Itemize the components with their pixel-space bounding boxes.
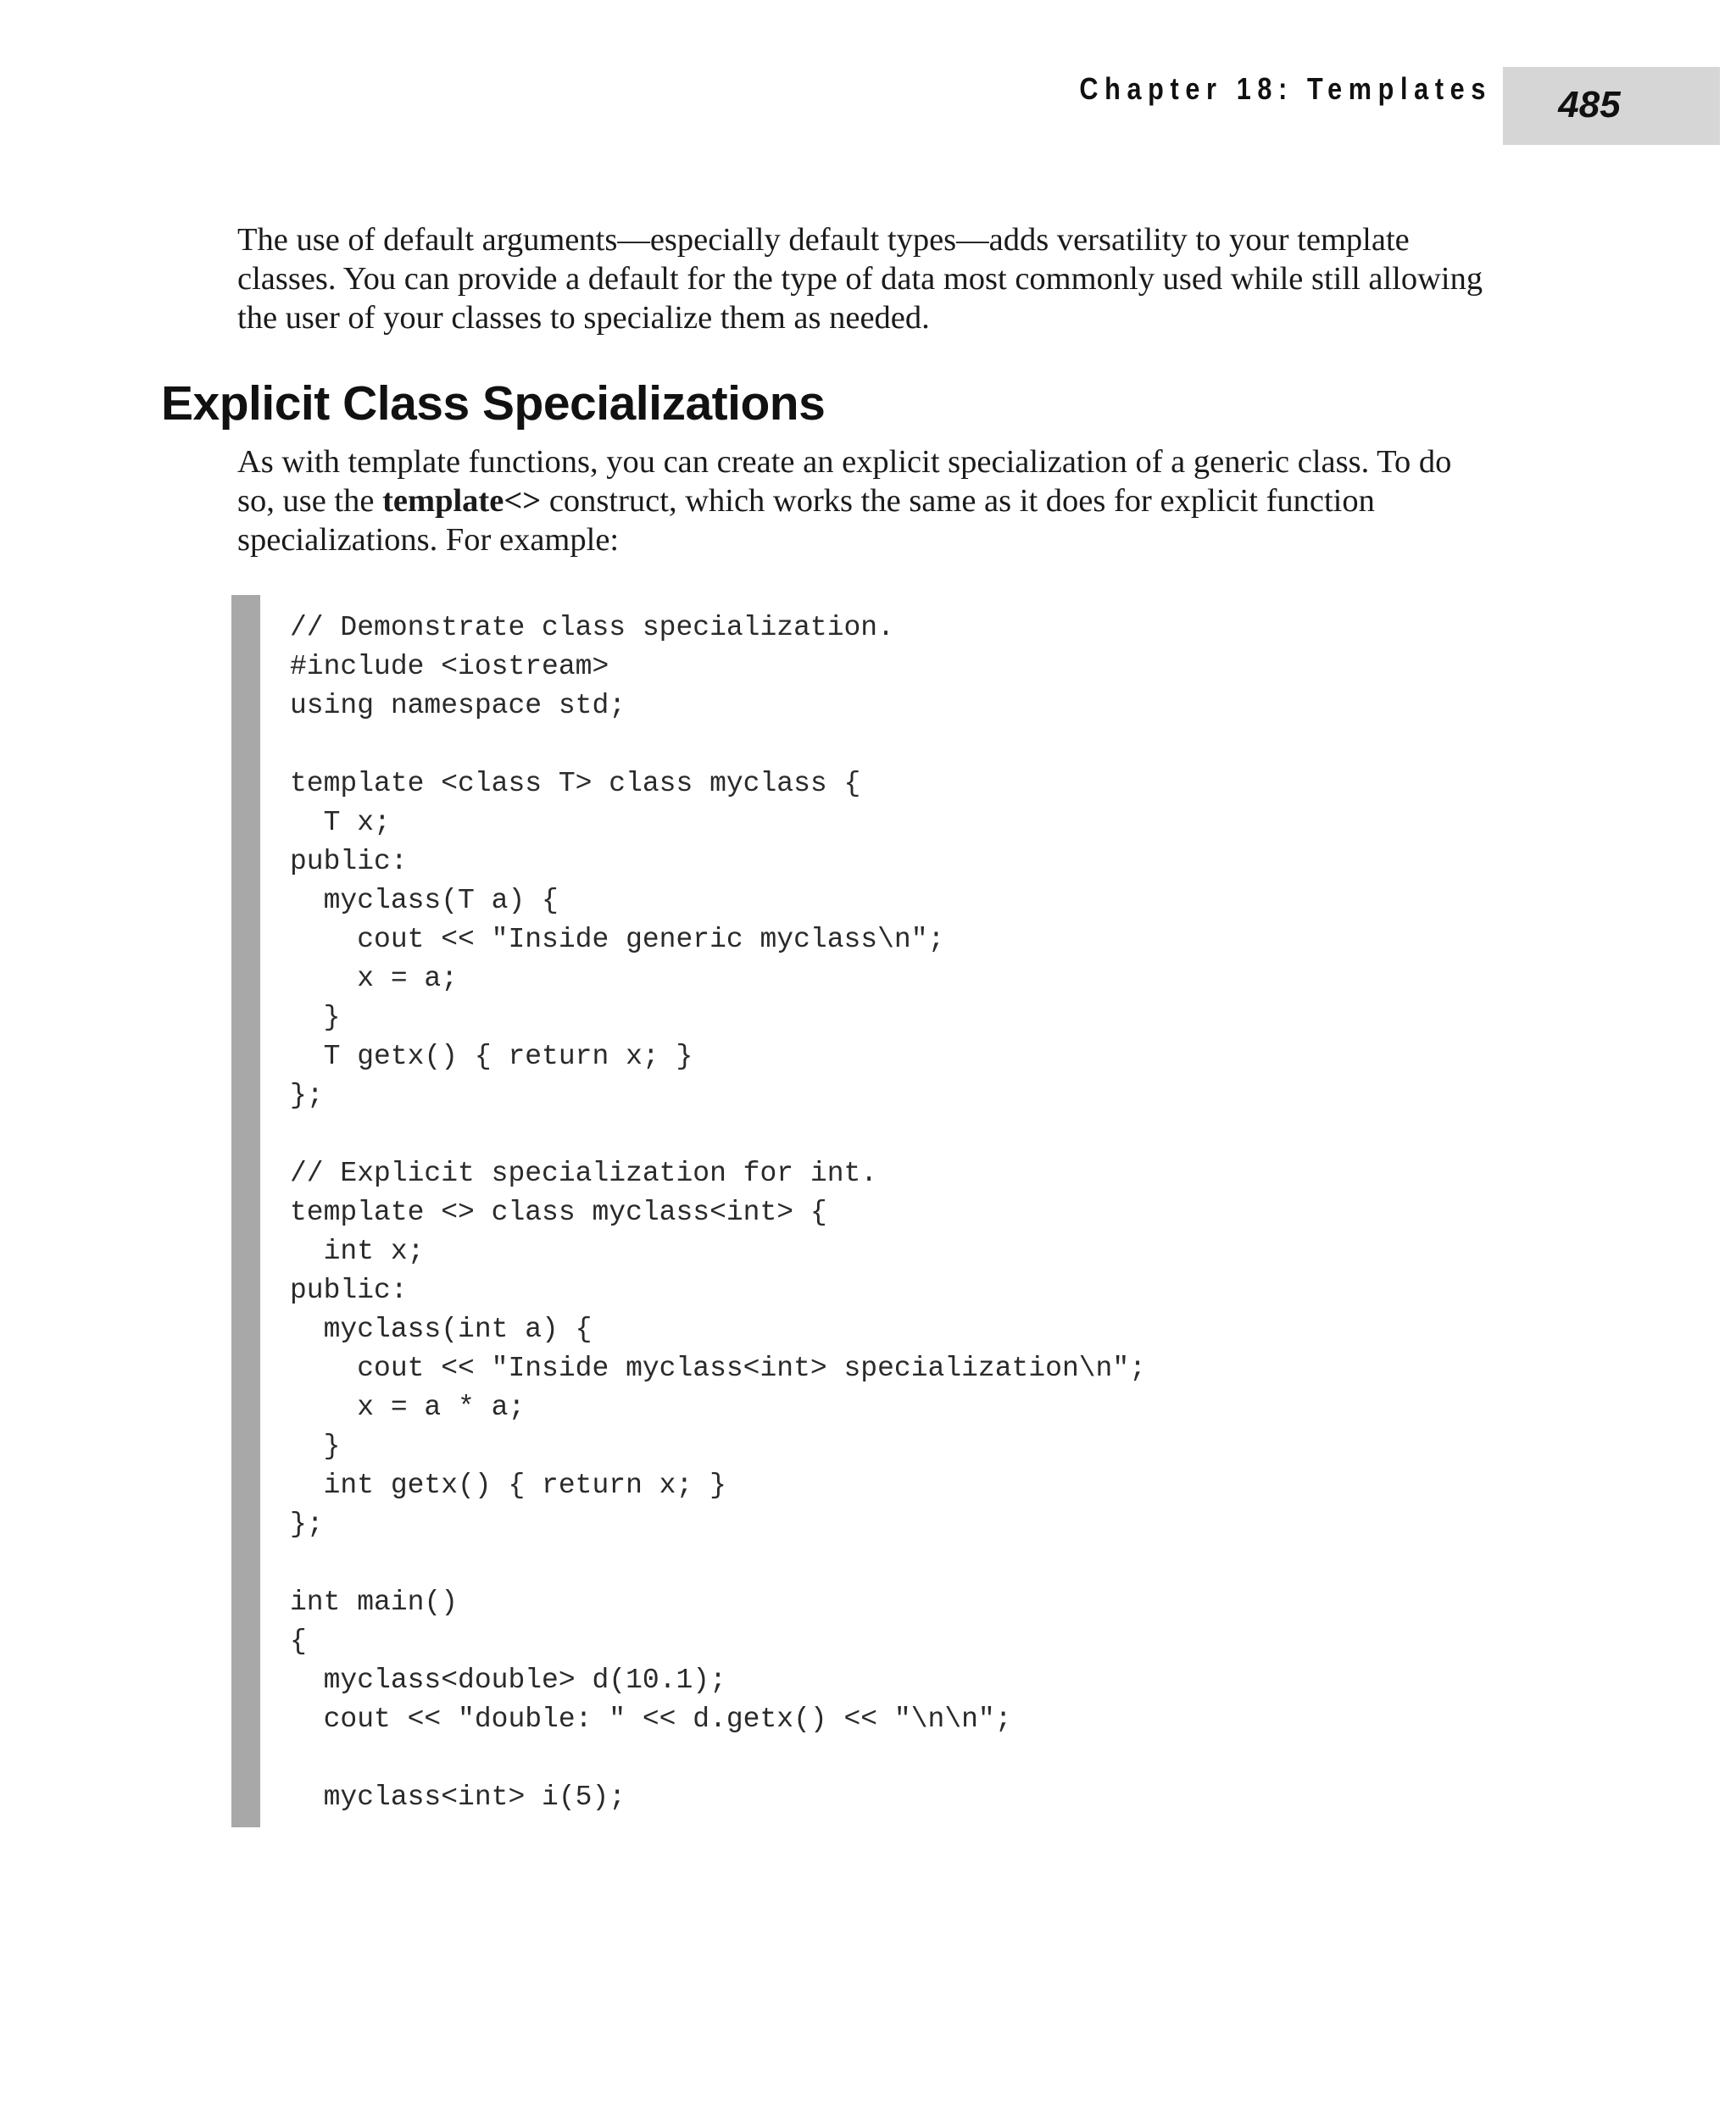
section-heading: Explicit Class Specializations bbox=[161, 376, 826, 431]
code-line: using namespace std; bbox=[290, 690, 626, 721]
code-line bbox=[290, 725, 1146, 764]
code-line bbox=[290, 1115, 1146, 1154]
code-line: // Demonstrate class specialization. bbox=[290, 612, 894, 643]
code-line: }; bbox=[290, 1509, 324, 1540]
code-line: T x; bbox=[290, 807, 391, 838]
section-paragraph bbox=[237, 442, 1483, 559]
code-line: myclass(int a) { bbox=[290, 1314, 593, 1345]
code-line: myclass<double> d(10.1); bbox=[290, 1665, 726, 1696]
code-line: template <class T> class myclass { bbox=[290, 768, 861, 799]
code-line bbox=[290, 1739, 1146, 1778]
code-line: int x; bbox=[290, 1236, 425, 1267]
code-line: myclass<int> i(5); bbox=[290, 1782, 626, 1813]
code-line: #include <iostream> bbox=[290, 651, 609, 682]
code-line: cout << "double: " << d.getx() << "\n\n"; bbox=[290, 1704, 1012, 1735]
code-line: } bbox=[290, 1431, 341, 1462]
code-line: template <> class myclass<int> { bbox=[290, 1197, 827, 1228]
code-listing-bar bbox=[231, 595, 260, 1827]
code-line: }; bbox=[290, 1080, 324, 1111]
code-line: int main() bbox=[290, 1587, 459, 1618]
code-line: cout << "Inside generic myclass\n"; bbox=[290, 924, 945, 955]
code-line: // Explicit specialization for int. bbox=[290, 1158, 878, 1189]
code-line: x = a; bbox=[290, 963, 459, 994]
code-line: int getx() { return x; } bbox=[290, 1470, 726, 1501]
code-line: myclass(T a) { bbox=[290, 885, 559, 916]
code-line: } bbox=[290, 1002, 341, 1033]
code-listing bbox=[290, 609, 1146, 1817]
section-paragraph-keyword: template<> bbox=[382, 483, 542, 519]
code-line: { bbox=[290, 1626, 307, 1657]
section-paragraph-text-before: As with template functions, you can create an explicit specialization of a generic class. To do so, use the bbox=[237, 444, 1452, 519]
intro-paragraph: The use of default arguments—especially default types—adds versatility to your template classes. You can provide a default for the type of data most commonly used while still allowing the user of your classes to specialize them as needed. bbox=[237, 222, 1483, 336]
section-paragraph-text-after: construct, which works the same as it does for explicit function specializations. For example: bbox=[237, 483, 1375, 558]
code-line: x = a * a; bbox=[290, 1392, 526, 1423]
running-head: Chapter 18: Templates bbox=[1079, 71, 1492, 106]
code-line: public: bbox=[290, 846, 408, 877]
code-line bbox=[290, 1544, 1146, 1583]
page-number: 485 bbox=[1558, 84, 1621, 125]
code-line: cout << "Inside myclass<int> specialization\n"; bbox=[290, 1353, 1146, 1384]
code-line: T getx() { return x; } bbox=[290, 1041, 693, 1072]
code-line: public: bbox=[290, 1275, 408, 1306]
